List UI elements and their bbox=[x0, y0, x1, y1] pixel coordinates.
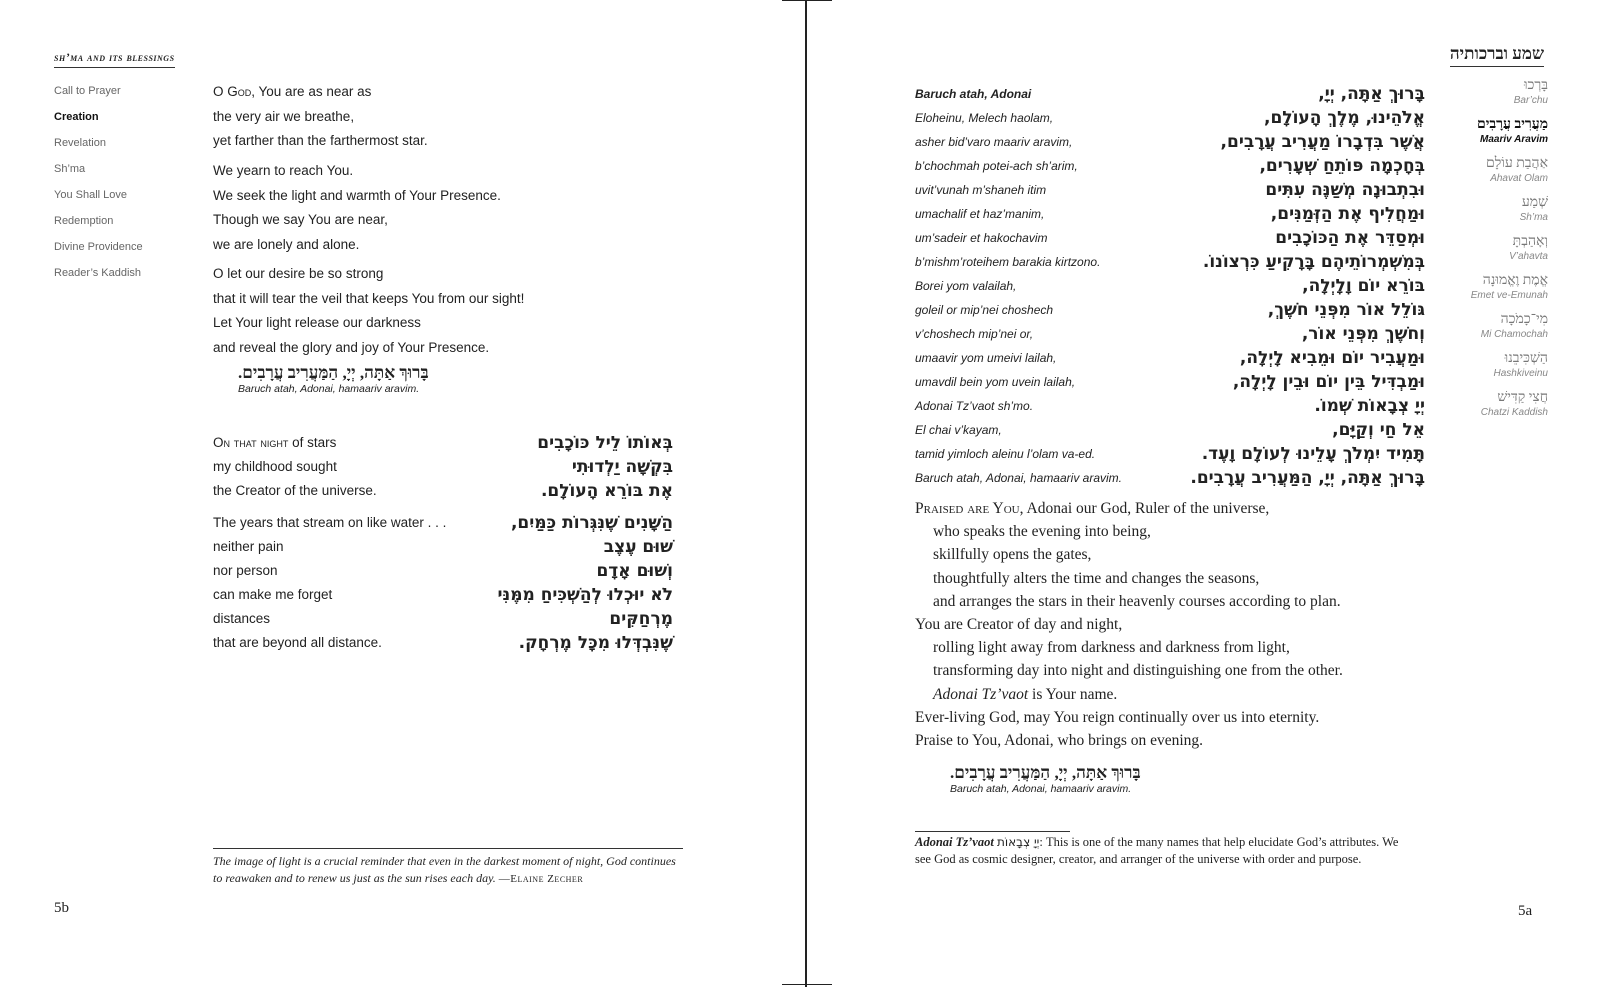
liturgy-hebrew: יְיָ צְבָאוֹת שְׁמוֹ. bbox=[1314, 396, 1425, 416]
liturgy-transliteration: uvit’vunah m’shaneh itim bbox=[915, 183, 1047, 197]
liturgy-hebrew: בָּרוּךְ אַתָּה, יְיָ, bbox=[1318, 84, 1425, 104]
liturgy-hebrew: בְּמִשְׁמְרוֹתֵיהֶם בָּרָקִיעַ כִּרְצוֹנוֹ. bbox=[1202, 252, 1425, 272]
liturgy-row bbox=[915, 298, 1425, 322]
liturgy-row bbox=[915, 226, 1425, 250]
stars-poem-english: The years that stream on like water . . . bbox=[213, 515, 447, 530]
nav-item-vahavta[interactable] bbox=[1438, 234, 1548, 273]
nav-item-hashkiveinu[interactable] bbox=[1438, 351, 1548, 390]
liturgy-row bbox=[915, 154, 1425, 178]
poem-line: We seek the light and warmth of Your Presence. bbox=[213, 187, 501, 203]
liturgy-transliteration: b’chochmah potei-ach sh’arim, bbox=[915, 159, 1078, 173]
liturgy-row bbox=[915, 322, 1425, 346]
translation-line: Ever-living God, may You reign continually over us into eternity. bbox=[915, 708, 1320, 726]
liturgy-transliteration: b’mishm’roteihem barakia kirtzono. bbox=[915, 255, 1101, 269]
blessing-left bbox=[238, 363, 438, 395]
nav-item-mi-chamochah[interactable] bbox=[1438, 312, 1548, 351]
stars-poem-english: can make me forget bbox=[213, 587, 333, 602]
stars-poem-hebrew: הַשָּׁנִים שֶׁנִּגְּרוֹת כַּמַּיִם, bbox=[510, 513, 673, 533]
liturgy-hebrew: תָּמִיד יִמְלֹךְ עָלֵינוּ לְעוֹלָם וָעֶד. bbox=[1201, 444, 1425, 464]
liturgy-row bbox=[915, 274, 1425, 298]
poem-line-rest: , You are as near as bbox=[251, 84, 372, 99]
stars-poem-hebrew: בִּקְשָׁה יַלְדוּתִי bbox=[571, 457, 673, 477]
nav-item-readers-kaddish[interactable]: Reader’s Kaddish bbox=[54, 267, 142, 279]
translation-line bbox=[915, 497, 1343, 520]
poem-line: we are lonely and alone. bbox=[213, 236, 360, 252]
nav-item-hebrew: מַעֲרִיב עֲרָבִים bbox=[1477, 117, 1548, 132]
poem-line: Let Your light release our darkness bbox=[213, 315, 421, 330]
footnote-attribution: —Elaine Zecher bbox=[498, 873, 584, 885]
liturgy-row bbox=[915, 370, 1425, 394]
stars-poem-english: that are beyond all distance. bbox=[213, 635, 382, 650]
liturgy-transliteration: umaavir yom umeivi lailah, bbox=[915, 351, 1057, 365]
nav-item-english: Chatzi Kaddish bbox=[1480, 407, 1548, 418]
stars-poem-english: neither pain bbox=[213, 539, 284, 554]
poem-line: the very air we breathe, bbox=[213, 108, 355, 124]
liturgy-hebrew: בּוֹרֵא יוֹם וָלָיְלָה, bbox=[1302, 276, 1425, 296]
liturgy-transliteration: umachalif et haz’manim, bbox=[915, 207, 1045, 221]
footnote-text: : This is one of the many names that help elucidate God’s attributes. We see God as cosmic designer, creator, and arranger of the universe with order and purpose. bbox=[915, 835, 1399, 866]
stars-poem-row bbox=[213, 631, 673, 656]
stars-poem-hebrew: לֹא יוּכְלוּ לְהַשְׁכִּיחַ מִמֶּנִּי bbox=[497, 585, 673, 605]
page-number-left: 5b bbox=[54, 900, 69, 916]
liturgy-hebrew: וּמַבְדִּיל בֵּין יוֹם וּבֵין לָיְלָה, bbox=[1232, 372, 1425, 392]
liturgy-row bbox=[915, 130, 1425, 154]
translation-line: You are Creator of day and night, bbox=[915, 615, 1123, 633]
liturgy-hebrew: וּמַעֲבִיר יוֹם וּמֵבִיא לָיְלָה, bbox=[1239, 348, 1425, 368]
stars-poem-hebrew: אֶת בּוֹרֵא הָעוֹלָם. bbox=[540, 481, 673, 501]
nav-item-hebrew: אַהֲבַת עוֹלָם bbox=[1485, 156, 1548, 171]
stars-poem-row bbox=[213, 607, 673, 632]
translation-italic: Adonai Tz’vaot bbox=[933, 685, 1029, 703]
liturgy-row bbox=[915, 418, 1425, 442]
section-nav-right bbox=[1438, 78, 1548, 429]
translation-line: thoughtfully alters the time and changes the seasons, bbox=[933, 569, 1260, 587]
footnote-divider bbox=[915, 831, 1070, 832]
liturgy-transliteration: asher bid’varo maariv aravim, bbox=[915, 135, 1073, 149]
footnote-term: Adonai Tz’vaot bbox=[915, 835, 994, 849]
nav-item-english: Sh’ma bbox=[1519, 212, 1548, 223]
nav-item-english: Ahavat Olam bbox=[1490, 173, 1548, 184]
stars-poem-row bbox=[213, 535, 673, 560]
stars-poem-english: my childhood sought bbox=[213, 459, 337, 474]
liturgy-transliteration: Adonai Tz’vaot sh’mo. bbox=[915, 399, 1034, 413]
translation-line: Praise to You, Adonai, who brings on evening. bbox=[915, 731, 1204, 749]
poem-line: Though we say You are near, bbox=[213, 212, 388, 227]
poem-line-prefix: O G bbox=[213, 84, 238, 99]
blessing-transliteration: Baruch atah, Adonai, hamaariv aravim. bbox=[238, 383, 420, 395]
liturgy-hebrew: וְחֹשֶׁךְ מִפְּנֵי אוֹר, bbox=[1301, 324, 1425, 344]
page-number-right: 5a bbox=[1518, 903, 1533, 919]
stars-poem-rest: of stars bbox=[288, 435, 337, 450]
nav-item-english: Mi Chamochah bbox=[1480, 329, 1548, 340]
nav-item-maariv-aravim[interactable] bbox=[1438, 117, 1548, 156]
nav-item-hebrew: בָּרְכוּ bbox=[1523, 78, 1548, 93]
liturgy-transliteration: El chai v’kayam, bbox=[915, 423, 1002, 437]
nav-item-barchu[interactable] bbox=[1438, 78, 1548, 117]
nav-item-shma[interactable]: Sh’ma bbox=[54, 163, 86, 175]
footnote-right bbox=[915, 834, 1415, 868]
stars-poem-hebrew: שֶׁנִּבְדְּלוּ מִכָּל מֶרְחָק. bbox=[518, 633, 673, 653]
nav-item-redemption[interactable]: Redemption bbox=[54, 215, 114, 227]
poem-stanza-3 bbox=[213, 262, 524, 360]
liturgy-hebrew: אֲשֶׁר בִּדְבָרוֹ מַעֲרִיב עֲרָבִים, bbox=[1220, 132, 1425, 152]
footnote-term-hebrew: יְיָ צְבָאוֹת bbox=[996, 835, 1040, 849]
section-nav-left bbox=[54, 83, 194, 291]
liturgy-row bbox=[915, 178, 1425, 202]
blessing-hebrew: בָּרוּךְ אַתָּה, יְיָ, הַמַּעֲרִיב עֲרָבִים. bbox=[950, 763, 1141, 782]
nav-item-call-to-prayer[interactable]: Call to Prayer bbox=[54, 85, 121, 97]
liturgy-hebrew: גּוֹלֵל אוֹר מִפְּנֵי חֹשֶׁךְ, bbox=[1267, 300, 1425, 320]
liturgy-transliteration: tamid yimloch aleinu l’olam va-ed. bbox=[915, 447, 1096, 461]
liturgy-transliteration: umavdil bein yom uvein lailah, bbox=[915, 375, 1076, 389]
stars-poem-english: the Creator of the universe. bbox=[213, 483, 377, 498]
liturgy-hebrew: וּמַחֲלִיף אֶת הַזְּמַנִּים, bbox=[1270, 204, 1425, 224]
stars-poem-row bbox=[213, 583, 673, 608]
blessing-right bbox=[950, 763, 1190, 795]
liturgy-transliteration: Eloheinu, Melech haolam, bbox=[915, 111, 1054, 125]
liturgy-row bbox=[915, 250, 1425, 274]
liturgy-transliteration: Borei yom valailah, bbox=[915, 279, 1017, 293]
stars-poem-english bbox=[213, 431, 336, 455]
translation-line: and arranges the stars in their heavenly courses according to plan. bbox=[933, 592, 1341, 610]
poem-line: yet farther than the farthermost star. bbox=[213, 133, 428, 148]
poem-line bbox=[213, 80, 428, 105]
translation-smallcaps: Praised are You bbox=[915, 500, 1020, 517]
liturgy-hebrew: וּבִתְבוּנָה מְשַׁנֶּה עִתִּים bbox=[1265, 180, 1425, 200]
poem-line-smallcaps: od bbox=[237, 84, 252, 99]
nav-item-english: Maariv Aravim bbox=[1480, 134, 1548, 145]
liturgy-row bbox=[915, 202, 1425, 226]
stars-poem-hebrew: שׁוּם עֶצֶב bbox=[603, 537, 673, 557]
nav-item-hebrew: הַשְׁכִּיבֵנוּ bbox=[1504, 351, 1548, 366]
poem-stanza-2 bbox=[213, 159, 501, 257]
liturgy-row bbox=[915, 394, 1425, 418]
nav-item-you-shall-love[interactable]: You Shall Love bbox=[54, 189, 127, 201]
stars-poem-row bbox=[213, 511, 673, 536]
translation-line: transforming day into night and distinguishing one from the other. bbox=[933, 662, 1343, 680]
footnote-text: The image of light is a crucial reminder that even in the darkest moment of night, God continues to reawaken and to renew us just as the sun rises each day. bbox=[213, 854, 676, 885]
nav-item-english: Emet ve-Emunah bbox=[1470, 290, 1548, 301]
running-head-left: sh’ma and its blessings bbox=[54, 50, 175, 68]
liturgy-hebrew: בָּרוּךְ אַתָּה, יְיָ, הַמַּעֲרִיב עֲרָבִים. bbox=[1190, 468, 1425, 488]
blessing-hebrew: בָּרוּךְ אַתָּה, יְיָ, הַמַּעֲרִיב עֲרָבִים. bbox=[238, 363, 429, 382]
stars-poem-english: distances bbox=[213, 611, 271, 626]
liturgy-row bbox=[915, 442, 1425, 466]
liturgy-transliteration: Baruch atah, Adonai, hamaariv aravim. bbox=[915, 471, 1122, 485]
liturgy-row bbox=[915, 346, 1425, 370]
liturgy-transliteration: Baruch atah, Adonai bbox=[915, 87, 1032, 101]
poem-line: O let our desire be so strong bbox=[213, 266, 384, 281]
translation-line: skillfully opens the gates, bbox=[933, 546, 1092, 564]
liturgy-hebrew: אֵל חַי וְקַיָּם, bbox=[1332, 420, 1425, 440]
stars-poem-hebrew: מֶרְחַקִּים bbox=[609, 609, 673, 629]
nav-item-hebrew: מִי־כָמֹכָה bbox=[1500, 312, 1548, 327]
stars-poem-hebrew: וְשׁוּם אָדָם bbox=[596, 561, 673, 581]
nav-item-creation[interactable]: Creation bbox=[54, 111, 99, 123]
nav-item-hebrew: חֲצִי קַדִּישׁ bbox=[1497, 390, 1548, 405]
nav-item-emet-ve-emunah[interactable] bbox=[1438, 273, 1548, 312]
nav-item-hebrew: שְׁמַע bbox=[1521, 195, 1548, 210]
nav-item-ahavat-olam[interactable] bbox=[1438, 156, 1548, 195]
stars-poem-english: nor person bbox=[213, 563, 278, 578]
nav-item-english: Hashkiveinu bbox=[1493, 368, 1548, 379]
poem-line: that it will tear the veil that keeps You from our sight! bbox=[213, 290, 525, 306]
translation-line: rolling light away from darkness and darkness from light, bbox=[933, 639, 1290, 657]
liturgy-hebrew: וּמְסַדֵּר אֶת הַכּוֹכָבִים bbox=[1275, 228, 1425, 248]
poem-line: We yearn to reach You. bbox=[213, 163, 354, 178]
stars-poem-row bbox=[213, 559, 673, 584]
stars-poem-row bbox=[213, 479, 673, 504]
english-translation bbox=[915, 497, 1343, 752]
translation-rest: , Adonai our God, Ruler of the universe, bbox=[1019, 500, 1270, 517]
nav-item-chatzi-kaddish[interactable] bbox=[1438, 390, 1548, 429]
liturgy-transliteration: goleil or mip’nei choshech bbox=[915, 303, 1054, 317]
nav-item-hebrew: וְאָהַבְתָּ bbox=[1512, 234, 1548, 249]
liturgy-row bbox=[915, 82, 1425, 106]
liturgy-row bbox=[915, 106, 1425, 130]
running-head-right: שמע וברכותיה bbox=[1450, 44, 1544, 67]
nav-item-hebrew: אֱמֶת וֶאֱמוּנָה bbox=[1482, 273, 1548, 288]
stars-poem-row bbox=[213, 431, 673, 456]
footnote-left bbox=[213, 848, 683, 888]
poem-line: and reveal the glory and joy of Your Presence. bbox=[213, 339, 490, 355]
nav-item-english: V’ahavta bbox=[1509, 251, 1548, 262]
liturgy-transliteration: um’sadeir et hakochavim bbox=[915, 231, 1048, 245]
stars-poem-hebrew: בְּאוֹתוֹ לֵיל כּוֹכָבִים bbox=[537, 433, 673, 453]
blessing-transliteration: Baruch atah, Adonai, hamaariv aravim. bbox=[950, 783, 1132, 795]
book-spine bbox=[805, 0, 807, 987]
nav-item-shma[interactable] bbox=[1438, 195, 1548, 234]
liturgy-transliteration: v’choshech mip’nei or, bbox=[915, 327, 1034, 341]
poem-stanza-1 bbox=[213, 80, 428, 154]
liturgy-row bbox=[915, 466, 1425, 490]
translation-line bbox=[915, 683, 1343, 706]
nav-item-revelation[interactable]: Revelation bbox=[54, 137, 106, 149]
translation-line: who speaks the evening into being, bbox=[933, 523, 1151, 541]
nav-item-english: Bar’chu bbox=[1513, 95, 1548, 106]
stars-poem-row bbox=[213, 455, 673, 480]
liturgy-hebrew: אֱלֹהֵינוּ, מֶלֶךְ הָעוֹלָם, bbox=[1263, 108, 1425, 128]
liturgy-hebrew: בְּחָכְמָה פּוֹתֵחַ שְׁעָרִים, bbox=[1259, 156, 1425, 176]
translation-rest: is Your name. bbox=[1028, 685, 1118, 703]
stars-poem-smallcaps: On that night bbox=[213, 435, 289, 450]
nav-item-divine-providence[interactable]: Divine Providence bbox=[54, 241, 143, 253]
